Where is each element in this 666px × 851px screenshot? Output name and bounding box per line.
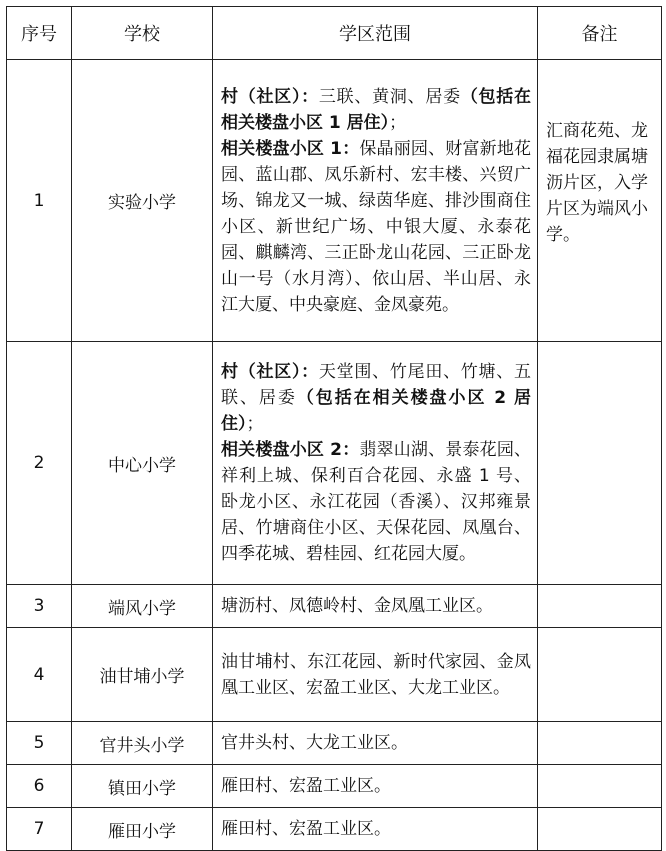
village-label: 村（社区）：	[221, 86, 319, 107]
row-school: 端风小学	[72, 585, 213, 628]
row-range	[213, 60, 538, 342]
row-note	[538, 765, 662, 808]
row-num: 4	[7, 628, 72, 722]
table-row	[7, 628, 662, 722]
village-end: ；	[389, 112, 407, 133]
row-num: 1	[7, 60, 72, 342]
row-range	[213, 765, 538, 808]
table-header-row	[7, 7, 662, 60]
header-note: 备注	[538, 7, 662, 60]
school-district-table	[6, 6, 662, 851]
village-text: 天堂围、竹尾田、竹塘、五联、居委	[221, 362, 532, 408]
estate-text: 保晶丽园、财富新地花园、蓝山郡、凤乐新村、宏丰楼、兴贸广场、锦龙又一城、绿茵华庭、排沙围商住小区、新世纪广场、中银大厦、永泰花园、麒麟湾、三正卧龙山花园、三正卧龙山一号（水月湾）、依山居、半山居、永江大厦、中央豪庭、金凤豪苑。	[221, 138, 531, 315]
range-text: 雁田村、宏盈工业区。	[221, 819, 391, 839]
row-range	[213, 342, 538, 585]
village-text: 三联、黄洞、居委	[318, 86, 461, 107]
table-row	[7, 765, 662, 808]
row-num: 7	[7, 808, 72, 851]
table-row	[7, 808, 662, 851]
table-row	[7, 585, 662, 628]
table-row	[7, 722, 662, 765]
estate-label: 相关楼盘小区 1：	[221, 138, 360, 159]
village-paren: （包括在相关楼盘小区 1 居住）	[221, 86, 532, 133]
range-text: 雁田村、宏盈工业区。	[221, 776, 391, 796]
range-text: 油甘埔村、东江花园、新时代家园、金凤凰工业区、宏盈工业区、大龙工业区。	[221, 651, 531, 698]
row-school: 实验小学	[72, 60, 213, 342]
row-school: 官井头小学	[72, 722, 213, 765]
table-row	[7, 342, 662, 585]
header-num: 序号	[7, 7, 72, 60]
header-school: 学校	[72, 7, 213, 60]
row-range	[213, 585, 538, 628]
row-note	[538, 628, 662, 722]
village-paren: （包括在相关楼盘小区 2 居住）	[221, 388, 532, 434]
row-school: 镇田小学	[72, 765, 213, 808]
row-note	[538, 722, 662, 765]
row-note	[538, 342, 662, 585]
row-range	[213, 628, 538, 722]
estate-label: 相关楼盘小区 2：	[221, 440, 360, 460]
village-label: 村（社区）：	[221, 362, 319, 382]
estate-text: 翡翠山湖、景泰花园、祥利上城、保利百合花园、永盛 1 号、卧龙小区、永江花园（香溪）、汉邦雍景居、竹塘商住小区、天保花园、凤凰台、四季花城、碧桂园、红花园大厦。	[221, 440, 531, 564]
row-num: 5	[7, 722, 72, 765]
row-note	[538, 60, 662, 342]
note-text: 汇商花苑、龙福花园隶属塘沥片区，入学片区为端风小学。	[546, 121, 648, 245]
row-school: 雁田小学	[72, 808, 213, 851]
row-range	[213, 808, 538, 851]
row-note	[538, 808, 662, 851]
row-range	[213, 722, 538, 765]
range-text: 塘沥村、凤德岭村、金凤凰工业区。	[221, 596, 493, 616]
row-school: 油甘埔小学	[72, 628, 213, 722]
row-num: 6	[7, 765, 72, 808]
village-end: ；	[246, 414, 264, 434]
row-num: 3	[7, 585, 72, 628]
row-school: 中心小学	[72, 342, 213, 585]
range-text: 官井头村、大龙工业区。	[221, 733, 408, 753]
row-note	[538, 585, 662, 628]
row-num: 2	[7, 342, 72, 585]
table-row	[7, 60, 662, 342]
header-range: 学区范围	[213, 7, 538, 60]
